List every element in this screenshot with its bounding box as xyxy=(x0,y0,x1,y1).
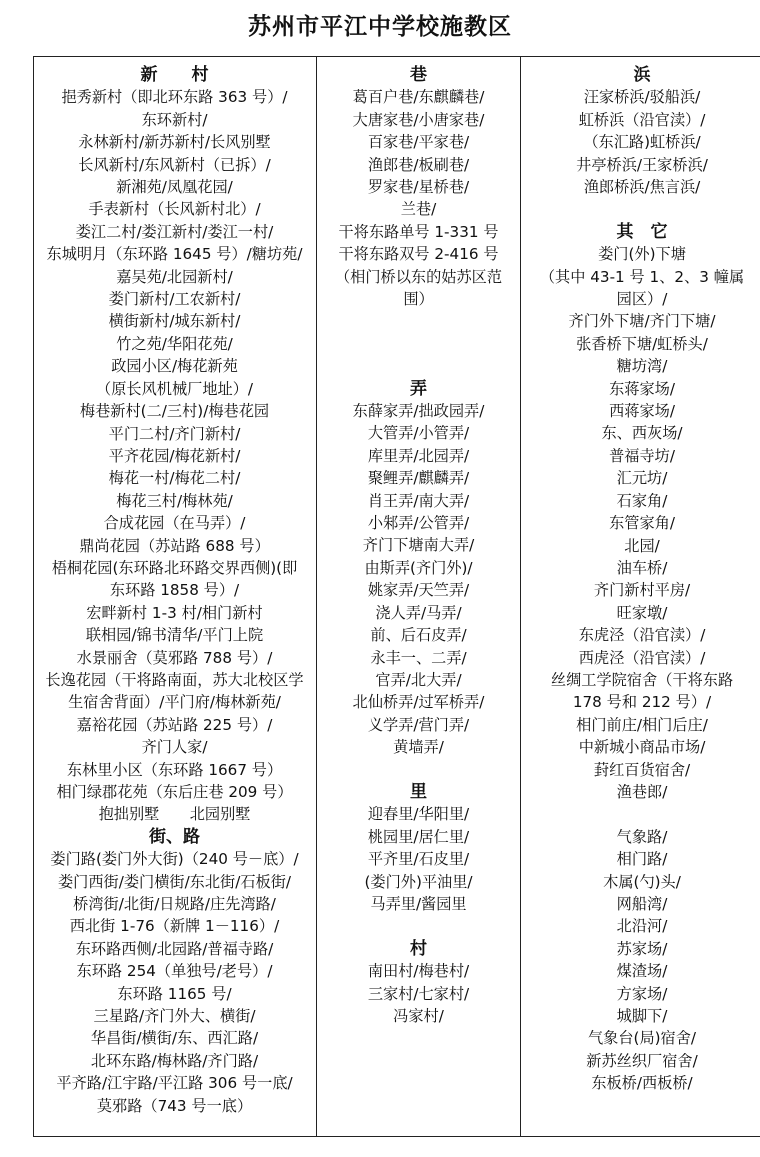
address-line: 浇人弄/马弄/ xyxy=(375,603,462,622)
address-line: 挹秀新村（即北环东路 363 号）/ xyxy=(61,88,288,107)
address-line: 嘉吴苑/北园新村/ xyxy=(116,267,233,286)
address-line: 糖坊湾/ xyxy=(616,357,668,376)
address-line: 齐门下塘南大弄/ xyxy=(362,536,475,555)
address-line: 梅巷新村(二/三村)/梅巷花园 xyxy=(79,402,270,421)
address-line: 齐门人家/ xyxy=(141,738,208,757)
address-line: 石家角/ xyxy=(616,491,668,510)
address-line: 东管家角/ xyxy=(609,514,675,533)
address-line: 水景丽舍（莫邪路 788 号）/ xyxy=(76,648,273,667)
address-line: 肖王弄/南大弄/ xyxy=(367,491,470,510)
address-line: 西蒋家场/ xyxy=(609,402,675,421)
address-line: 兰巷/ xyxy=(400,200,437,219)
address-line: 东板桥/西板桥/ xyxy=(591,1074,693,1093)
address-line: 东环路 254（单独号/老号）/ xyxy=(76,962,273,981)
address-line: 丝绸工学院宿舍（干将东路 xyxy=(550,670,734,689)
address-line: 聚鲤弄/麒麟弄/ xyxy=(367,469,470,488)
address-line: 罗家巷/星桥巷/ xyxy=(367,178,470,197)
address-line: 嘉裕花园（苏站路 225 号）/ xyxy=(76,715,273,734)
address-line: （相门桥以东的姑苏区范 xyxy=(334,267,503,286)
address-line: 永丰一、二弄/ xyxy=(370,648,467,667)
address-line: 平门二村/齐门新村/ xyxy=(108,424,241,443)
address-line: 木属(勺)头/ xyxy=(603,872,681,891)
address-line: 北环东路/梅林路/齐门路/ xyxy=(90,1051,259,1070)
address-line: 方家场/ xyxy=(616,984,668,1003)
address-line: 汇元坊/ xyxy=(616,469,668,488)
address-line: 冯家村/ xyxy=(393,1006,444,1025)
address-line: 娄江二村/娄江新村/娄江一村/ xyxy=(75,222,274,241)
address-line: 北仙桥弄/过军桥弄/ xyxy=(352,693,485,712)
address-line: 梧桐花园(东环路北环路交界西侧)(即 xyxy=(51,558,298,577)
address-line: 联相园/锦书清华/平门上院 xyxy=(85,626,264,645)
address-line: 围） xyxy=(403,290,434,309)
address-line: 干将东路双号 2-416 号 xyxy=(338,245,499,264)
page-title: 苏州市平江中学校施教区 xyxy=(248,14,512,40)
address-line: 南田村/梅巷村/ xyxy=(367,962,470,981)
address-line: 官弄/北大弄/ xyxy=(375,670,462,689)
address-line: 干将东路单号 1-331 号 xyxy=(338,222,499,241)
address-line: 库里弄/北园弄/ xyxy=(367,446,470,465)
address-line: 竹之苑/华阳花苑/ xyxy=(116,334,233,353)
address-line: 前、后石皮弄/ xyxy=(370,626,467,645)
table-frame xyxy=(33,56,760,1137)
section-heading: 其 它 xyxy=(616,221,668,242)
address-line: 东虎泾（沿官渎）/ xyxy=(578,626,706,645)
address-line: 平齐路/江宇路/平江路 306 号一底/ xyxy=(56,1074,293,1093)
address-line: 井亭桥浜/王家桥浜/ xyxy=(576,155,708,174)
address-line: 渔郎巷/板刷巷/ xyxy=(367,155,470,174)
address-line: 三星路/齐门外大、横街/ xyxy=(93,1007,256,1026)
address-line: 葑红百货宿舍/ xyxy=(593,760,691,779)
address-line: 桃园里/居仁里/ xyxy=(367,827,470,846)
address-line: 娄门(外)下塘 xyxy=(598,245,686,264)
address-line: 长逸花园（干将路南面，苏大北校区学 xyxy=(45,670,304,689)
address-line: 中新城小商品市场/ xyxy=(578,738,706,757)
address-line: 东环路西侧/北园路/普福寺路/ xyxy=(75,939,274,958)
address-line: 渔巷郎/ xyxy=(616,782,668,801)
address-line: 东环新村/ xyxy=(141,110,208,129)
address-line: （原长风机械厂地址）/ xyxy=(96,379,253,398)
section-heading: 里 xyxy=(410,781,427,802)
address-line: 梅花一村/梅花二村/ xyxy=(108,469,241,488)
address-line: 东、西灰场/ xyxy=(601,424,683,443)
address-line: 莫邪路（743 号一底） xyxy=(96,1096,253,1115)
section-heading: 村 xyxy=(410,938,427,959)
address-line: （其中 43-1 号 1、2、3 幢属 xyxy=(539,267,745,286)
address-line: 平齐花园/梅花新村/ xyxy=(108,446,241,465)
address-line: 东城明月（东环路 1645 号）/糖坊苑/ xyxy=(46,245,303,264)
address-line: 气象路/ xyxy=(616,827,668,846)
address-line: 张香桥下塘/虹桥头/ xyxy=(576,334,708,353)
address-line: 新苏丝织厂宿舍/ xyxy=(586,1051,698,1070)
address-line: 百家巷/平家巷/ xyxy=(367,133,470,152)
section-heading: 弄 xyxy=(410,378,427,399)
address-line: 旺家墩/ xyxy=(616,603,668,622)
address-line: 虹桥浜（沿官渎）/ xyxy=(578,110,706,129)
address-line: 长风新村/东风新村（已拆）/ xyxy=(78,155,271,174)
address-line: 宏畔新村 1-3 村/相门新村 xyxy=(86,603,263,622)
address-line: 西北街 1-76（新牌 1－116）/ xyxy=(69,917,280,936)
address-line: 东环路 1858 号）/ xyxy=(109,581,240,600)
address-line: 齐门新村平房/ xyxy=(593,581,691,600)
section-heading: 浜 xyxy=(633,65,651,85)
address-line: 西虎泾（沿官渎）/ xyxy=(578,648,706,667)
address-line: 东环路 1165 号/ xyxy=(117,984,232,1003)
address-line: 网船湾/ xyxy=(616,895,668,914)
address-line: 齐门外下塘/齐门下塘/ xyxy=(568,312,716,331)
address-line: 东蒋家场/ xyxy=(609,379,675,398)
address-line: 黄墙弄/ xyxy=(393,738,444,757)
section-heading: 巷 xyxy=(410,65,427,85)
address-line: 东薛家弄/拙政园弄/ xyxy=(352,402,485,421)
address-line: 普福寺坊/ xyxy=(609,446,675,465)
address-line: 东林里小区（东环路 1667 号） xyxy=(66,760,283,779)
address-line: 大管弄/小管弄/ xyxy=(367,424,470,443)
address-line: 桥湾街/北街/日规路/庄先湾路/ xyxy=(73,895,276,914)
section-heading: 新 村 xyxy=(140,65,209,85)
address-line: 横街新村/城东新村/ xyxy=(108,312,241,331)
address-line: 油车桥/ xyxy=(616,558,668,577)
address-line: 煤渣场/ xyxy=(616,962,668,981)
address-line: 姚家弄/天竺弄/ xyxy=(367,581,470,600)
address-line: (娄门外)平油里/ xyxy=(364,872,473,891)
address-line: 合成花园（在马弄）/ xyxy=(103,514,246,533)
address-line: 永林新村/新苏新村/长风别墅 xyxy=(78,133,271,152)
address-line: 178 号和 212 号）/ xyxy=(572,693,712,712)
address-line: 相门绿郡花苑（东后庄巷 209 号） xyxy=(56,783,293,801)
address-line: 三家村/七家村/ xyxy=(367,984,470,1003)
address-line: 北沿河/ xyxy=(616,917,668,936)
section-heading: 街、路 xyxy=(149,826,200,847)
address-line: 鼎尚花园（苏站路 688 号） xyxy=(79,536,270,555)
address-line: 苏家场/ xyxy=(616,939,668,958)
address-line: 渔郎桥浜/焦言浜/ xyxy=(583,178,701,197)
address-line: 气象台(局)宿舍/ xyxy=(587,1029,697,1048)
address-line: 新湘苑/凤凰花园/ xyxy=(116,178,233,197)
address-line: 抱拙别墅 北园别墅 xyxy=(98,805,251,824)
address-line: 相门路/ xyxy=(616,850,668,869)
address-line: 马弄里/酱园里 xyxy=(370,894,467,913)
address-line: 小邾弄/公管弄/ xyxy=(367,514,470,533)
address-line: （东汇路)虹桥浜/ xyxy=(583,133,701,152)
address-line: 义学弄/营门弄/ xyxy=(367,715,470,734)
address-line: 城脚下/ xyxy=(616,1007,668,1026)
address-line: 迎春里/华阳里/ xyxy=(367,805,470,824)
address-line: 娄门路(娄门外大街)（240 号－底）/ xyxy=(50,850,299,869)
address-line: 葛百户巷/东麒麟巷/ xyxy=(352,88,485,107)
address-line: 梅花三村/梅林苑/ xyxy=(116,491,233,510)
address-line: 大唐家巷/小唐家巷/ xyxy=(352,110,485,129)
address-line: 园区）/ xyxy=(616,290,668,309)
address-line: 娄门西街/娄门横街/东北街/石板街/ xyxy=(57,872,292,891)
address-line: 政园小区/梅花新苑 xyxy=(111,357,238,376)
address-line: 生宿舍背面）/平门府/梅林新苑/ xyxy=(68,693,281,712)
address-line: 手表新村（长风新村北）/ xyxy=(88,200,261,219)
address-line: 由斯弄(齐门外)/ xyxy=(364,558,473,577)
address-line: 华昌街/横街/东、西汇路/ xyxy=(90,1029,259,1048)
address-line: 北园/ xyxy=(624,536,660,555)
address-line: 相门前庄/相门后庄/ xyxy=(576,715,708,734)
address-line: 平齐里/石皮里/ xyxy=(367,850,470,869)
address-line: 汪家桥浜/驳船浜/ xyxy=(583,88,701,107)
address-line: 娄门新村/工农新村/ xyxy=(108,290,241,309)
